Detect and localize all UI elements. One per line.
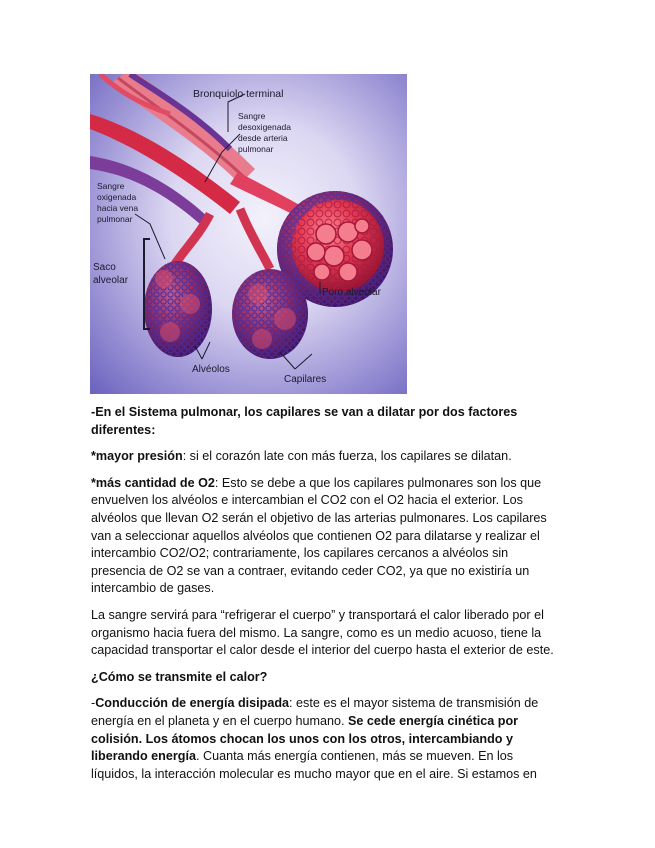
branch-left — [175, 214, 210, 264]
label-sangre-desox-line: Sangre — [238, 111, 266, 121]
label-sangre-ox-line: Sangre — [97, 181, 125, 191]
term-mayor-presion: *mayor presión — [91, 449, 183, 464]
label-sangre-desox — [238, 111, 293, 154]
text-conduccion-1: : este es el mayor sistema de transmisión de energía en el planeta y en el cuerpo humano. — [91, 696, 539, 728]
paragraph-conduccion — [91, 695, 561, 783]
paragraph-mas-o2 — [91, 475, 561, 598]
paragraph-mayor-presion — [91, 448, 561, 466]
alveoli-illustration — [90, 74, 407, 394]
label-sangre-desox-line: desoxigenada — [238, 122, 291, 132]
text-conduccion-bold: Se cede energía cinética por colisión. Los átomos chocan los unos con los otros, intercambiando y liberando energía — [91, 713, 519, 764]
paragraph-heading-capilares: -En el Sistema pulmonar, los capilares se van a dilatar por dos factores diferentes: — [91, 405, 518, 437]
label-saco-line: Saco — [93, 262, 116, 273]
text-mas-o2: : Esto se debe a que los capilares pulmonares son los que envuelven los alvéolos e intercambian el CO2 con el O2 hacia el exterior. Los alvéolos que llevan O2 serán el objetivo de las arterias pulmonares. Los capilares van a seleccionar aquellos alvéolos que contienen O2 para dilatarse y realizar el intercambio CO2/O2; contrariamente, los capilares cercanos a alvéolos sin presencia de O2 se van a contraer, evitando ceder CO2, ya que no existiría un intercambio de gases. — [91, 475, 547, 596]
label-bronquiolo: Bronquiolo terminal — [193, 88, 284, 100]
label-poro: Poro alveolar — [322, 287, 381, 298]
label-capilares: Capilares — [284, 374, 327, 385]
label-sangre-ox — [97, 181, 141, 224]
body-text — [91, 404, 561, 792]
text-lead: - — [91, 696, 96, 711]
alveoli-diagram — [90, 74, 407, 394]
label-saco — [93, 262, 129, 286]
label-sangre-desox-line: desde arteria — [238, 133, 288, 143]
text-conduccion-2: . Cuanta más energía contienen, más se mueven. En los líquidos, la interacción molecular es mucho mayor que en el aire. Si estamos en — [91, 749, 537, 781]
label-sangre-ox-line: oxigenada — [97, 192, 137, 202]
text-mayor-presion: : si el corazón late con más fuerza, los capilares se dilatan. — [182, 449, 512, 464]
label-sangre-ox-line: hacia vena — [97, 203, 139, 213]
label-alveolos: Alvéolos — [192, 364, 230, 375]
branch-middle — [240, 209, 270, 269]
alveolar-sac-middle — [232, 269, 308, 359]
heading-calor: ¿Cómo se transmite el calor? — [91, 669, 268, 684]
alveolar-sac-left — [144, 261, 212, 357]
label-sangre-desox-line: pulmonar — [238, 144, 274, 154]
paragraph-sangre: La sangre servirá para “refrigerar el cuerpo” y transportará el calor liberado por el organismo hacia fuera del mismo. La sangre, como es un medio acuoso, tiene la capacidad transportar el calor desde el interior del cuerpo hasta el exterior de este. — [91, 607, 554, 658]
term-conduccion: Conducción de energía disipada — [95, 696, 290, 711]
term-mas-o2: *más cantidad de O2 — [91, 475, 215, 490]
label-saco-line: alveolar — [93, 275, 129, 286]
label-sangre-ox-line: pulmonar — [97, 214, 133, 224]
